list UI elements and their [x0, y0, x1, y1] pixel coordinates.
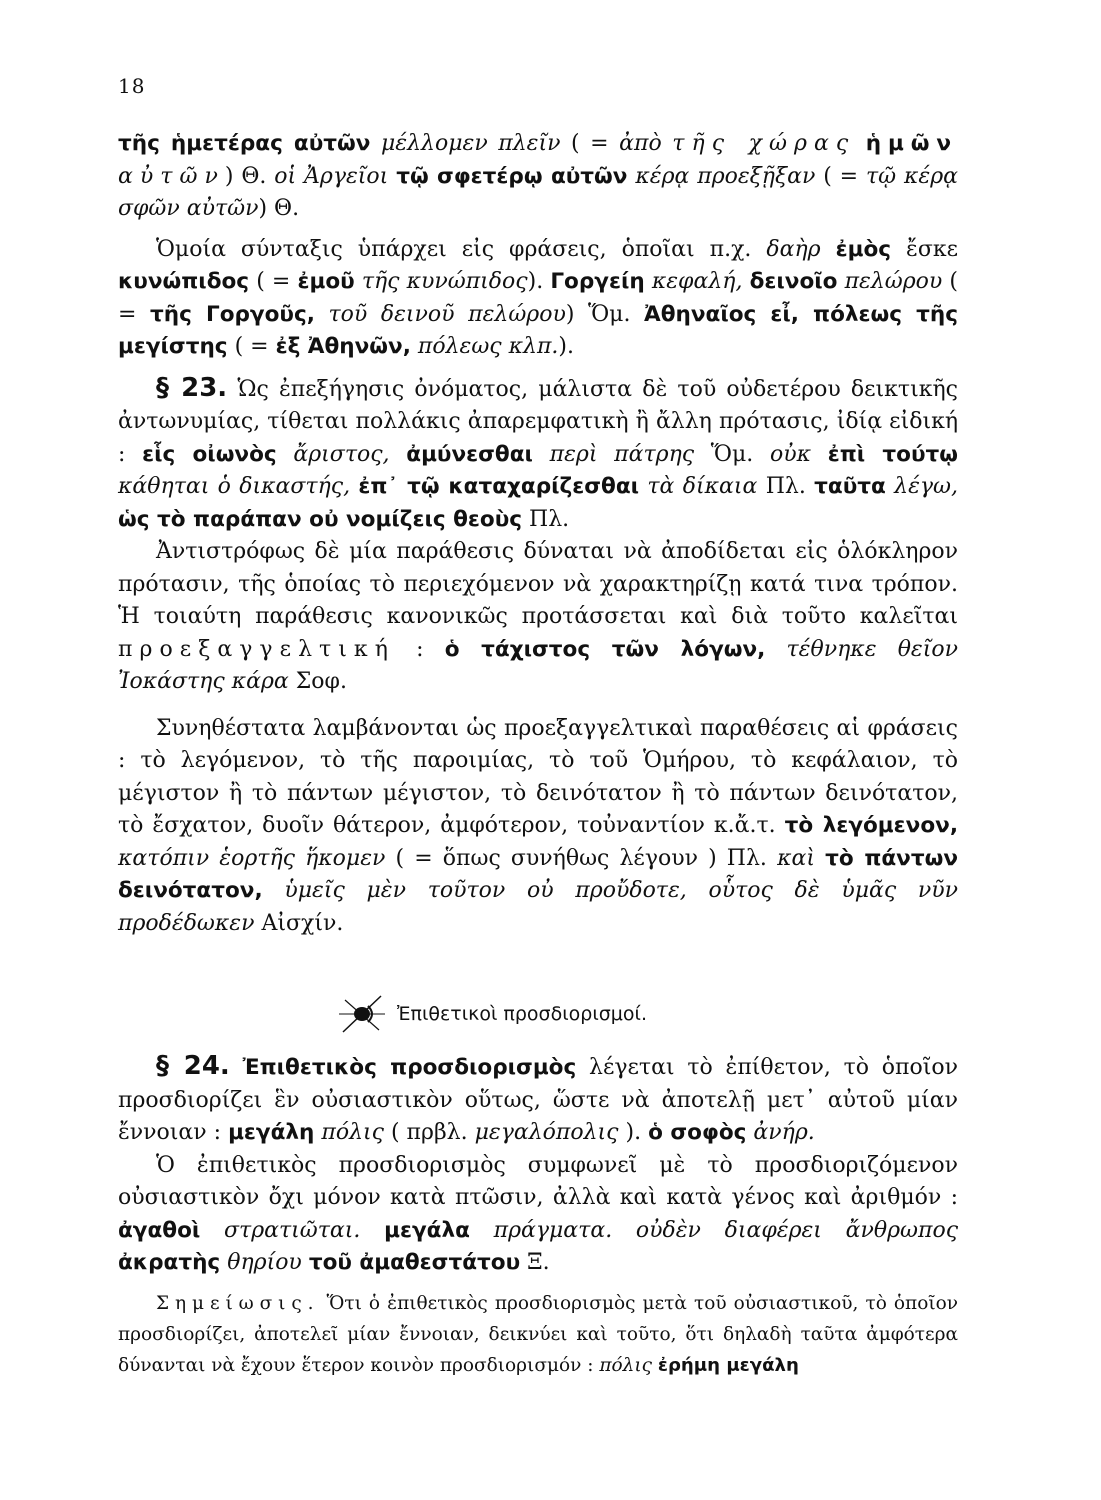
p2-run-9: τῆς κυνώπιδος: [361, 269, 528, 294]
p5-run-9: ὑμεῖς μὲν τοῦτον οὐ προὔδοτε, οὗτος δὲ ὑμᾶς νῦν προδέδωκεν: [118, 878, 958, 936]
paragraph-note: Σημείωσις. Ὅτι ὁ ἐπιθετικὸς προσδιορισμὸς μετὰ τοῦ οὐσιαστικοῦ, τὸ ὁποῖον προσδιορίζει, ἀποτελεῖ μίαν ἔννοιαν, δεικνύει καὶ τοῦτο, ὅτι δηλαδὴ ταῦτα ἀμφότερα δύνανται νὰ ἔχουν ἕτερον κοινὸν προσδιορισμόν : πόλις ἐρήμη μεγάλη: [118, 1292, 958, 1376]
p5-run-3: κατόπιν ἑορτῆς ἥκομεν: [118, 845, 386, 871]
p2-run-1: δαὴρ: [766, 236, 821, 262]
p3-run-8: περὶ πάτρης: [549, 441, 695, 467]
p6-run-0: § 24.: [156, 1051, 230, 1081]
p7-run-5: μεγάλα: [384, 1217, 470, 1243]
p1-run-4: ἀπὸ: [619, 131, 662, 156]
p1-run-0: τῆς ἡμετέρας αὐτῶν: [118, 131, 371, 156]
p1-run-6: τῆς χώρας: [672, 131, 856, 156]
p6-run-12: ἀνήρ.: [753, 1120, 815, 1145]
p1-run-16: κέρᾳ προεξῇξαν: [635, 163, 816, 189]
p3-run-22: λέγω,: [894, 474, 958, 499]
page-number: 18: [118, 74, 146, 98]
p6-run-6: πόλις: [321, 1120, 384, 1145]
ink-blot-icon: [335, 992, 389, 1036]
p4-run-5: τέθνηκε θεῖον Ἰοκάστης κάρα: [118, 636, 958, 694]
p1-run-2: μέλλομεν πλεῖν: [380, 131, 561, 156]
subheading: [335, 992, 647, 1036]
p2-run-27: πόλεως κλπ.: [417, 334, 559, 359]
p7-run-11: θηρίου: [227, 1250, 302, 1275]
p2-run-13: κεφαλή,: [651, 269, 743, 294]
subheading-label: Ἐπιθετικοὶ προσδιορισμοί.: [397, 1003, 647, 1025]
paragraph-agreement: Ὁ ἐπιθετικὸς προσδιορισμὸς συμφωνεῖ μὲ τὸ προσδιοριζόμενον οὐσιαστικὸν ὄχι μόνον κατὰ πτῶσιν, ἀλλὰ καὶ κατὰ γένος καὶ ἀριθμόν : ἀγαθοὶ στρατιῶται. μεγάλα πράγματα. οὐδὲν διαφέρει ἄνθρωπος ἀκρατὴς θηρίου τοῦ ἀμαθεστάτου Ξ.: [118, 1152, 959, 1275]
paragraph-section-23: § 23. Ὡς ἐπεξήγησις ὀνόματος, μάλιστα δὲ τοῦ οὐδετέρου δεικτικῆς ἀντωνυμίας, τίθεται πολλάκις ἀπαρεμφατικὴ ἢ ἄλλη πρότασις, ἰδίᾳ εἰδική : εἷς οἰωνὸς ἄριστος, ἀμύνεσθαι περὶ πάτρης Ὅμ. οὐκ ἐπὶ τούτῳ κάθηται ὁ δικαστής, ἐπ᾽ τῷ καταχαρίζεσθαι τὰ δίκαια Πλ. ταῦτα λέγω, ὡς τὸ παράπαν οὐ νομίζεις θεοὺς Πλ.: [118, 372, 958, 532]
p6-run-8: μεγαλόπολις: [474, 1120, 619, 1145]
paragraph-similar-syntax: Ὁμοία σύνταξις ὑπάρχει εἰς φράσεις, ὁποῖαι π.χ. δαὴρ ἐμὸς ἔσκε κυνώπιδος ( = ἐμοῦ τῆς κυνώπιδος). Γοργείη κεφαλή, δεινοῖο πελώρου ( = τῆς Γοργοῦς, τοῦ δεινοῦ πελώρου) Ὅμ. Ἀθηναῖος εἶ, πόλεως τῆς μεγίστης ( = ἐξ Ἀθηνῶν, πόλεως κλπ.).: [118, 236, 959, 359]
p1-run-14: τῷ σφετέρῳ αὐτῶν: [396, 163, 628, 189]
p5-run-7: τὸ πάντων δεινότατον,: [118, 845, 958, 903]
p2-run-21: τοῦ δεινοῦ πελώρου: [328, 301, 566, 327]
p7-run-9: ἀκρατὴς: [118, 1250, 221, 1275]
p2-run-25: ἐξ Ἀθηνῶν,: [275, 334, 411, 359]
p3-run-4: ἄριστος,: [293, 441, 390, 467]
p2-run-23: Ἀθηναῖος εἶ, πόλεως τῆς μεγίστης: [118, 301, 958, 359]
p2-run-15: δεινοῖο: [749, 269, 838, 294]
p3-run-18: τὰ δίκαια: [647, 474, 758, 499]
p6-run-2: Ἐπιθετικὸς προσδιορισμὸς: [242, 1055, 577, 1080]
p2-run-7: ἐμοῦ: [297, 269, 355, 294]
paragraph-antistrophos: Ἀντιστρόφως δὲ μία παράθεσις δύναται νὰ ἀποδίδεται εἰς ὁλόκληρον πρότασιν, τῆς ὁποίας τὸ περιεχόμενον νὰ χαρακτηρίζῃ κατά τινα τρόπον. Ἡ τοιαύτη παράθεσις κανονικῶς προτάσσεται καὶ διὰ τοῦτο καλεῖται προεξαγγελτική : ὁ τάχιστος τῶν λόγων, τέθνηκε θεῖον Ἰοκάστης κάρα Σοφ.: [118, 539, 958, 694]
p3-run-14: κάθηται ὁ δικαστής,: [118, 474, 351, 499]
p1-run-12: οἱ Ἀργεῖοι: [274, 163, 389, 189]
p6-run-10: ὁ σοφὸς: [648, 1120, 747, 1145]
p7-run-3: στρατιῶται.: [224, 1217, 361, 1243]
p1-run-8: ἡμῶν: [865, 131, 958, 156]
p3-run-0: § 23.: [156, 372, 228, 403]
p5-run-1: τὸ λεγόμενον,: [784, 813, 958, 838]
p3-run-10: οὐκ: [770, 441, 812, 467]
p1-run-10: αὐτῶν: [118, 163, 225, 189]
p8-run-2: πόλις: [599, 1354, 652, 1376]
p2-run-5: κυνώπιδος: [118, 269, 250, 294]
paragraph-example-reflexive: τῆς ἡμετέρας αὐτῶν μέλλομεν πλεῖν ( = ἀπὸ τῆς χώρας ἡμῶν αὐτῶν) Θ. οἱ Ἀργεῖοι τῷ σφετέρῳ αὐτῶν κέρᾳ προεξῇξαν ( = τῷ κέρᾳ σφῶν αὐτῶν) Θ.: [118, 131, 958, 221]
body-block-top: [118, 128, 958, 940]
p1-run-18: τῷ κέρᾳ σφῶν αὐτῶν: [118, 163, 958, 221]
p3-run-12: ἐπὶ τούτῳ: [827, 441, 958, 467]
p3-run-20: ταῦτα: [814, 474, 886, 499]
p6-run-4: μεγάλη: [228, 1120, 315, 1145]
p2-run-11: Γοργείη: [550, 269, 645, 294]
p2-run-3: ἐμὸς: [835, 236, 892, 262]
p4-run-3: ὁ τάχιστος τῶν λόγων,: [444, 636, 766, 662]
p7-run-13: τοῦ ἀμαθεστάτου: [308, 1250, 521, 1275]
paragraph-section-24: § 24. Ἐπιθετικὸς προσδιορισμὸς λέγεται τὸ ἐπίθετον, τὸ ὁποῖον προσδιορίζει ἓν οὐσιαστικὸν οὕτως, ὥστε νὰ ἀποτελῇ μετ᾽ αὐτοῦ μίαν ἔννοιαν : μεγάλη πόλις ( πρβλ. μεγαλόπολις ). ὁ σοφὸς ἀνήρ.: [118, 1051, 958, 1145]
p3-run-6: ἀμύνεσθαι: [406, 441, 533, 467]
p3-run-2: εἷς οἰωνὸς: [142, 441, 277, 467]
body-block-bottom: [118, 1050, 958, 1381]
p7-run-7: πράγματα. οὐδὲν διαφέρει ἄνθρωπος: [493, 1217, 959, 1243]
p5-run-5: καὶ: [777, 845, 815, 871]
p2-run-19: τῆς Γοργοῦς,: [150, 301, 315, 327]
p3-run-16: ἐπ᾽ τῷ καταχαρίζεσθαι: [358, 474, 640, 499]
p3-run-24: ὡς τὸ παράπαν οὐ νομίζεις θεοὺς: [118, 506, 523, 532]
p2-run-17: πελώρου: [844, 269, 943, 294]
p8-run-0: Σημείωσις.: [156, 1292, 320, 1314]
p4-run-1: προεξαγγελτική: [118, 636, 395, 662]
paragraph-synithestata: Συνηθέστατα λαμβάνονται ὡς προεξαγγελτικαὶ παραθέσεις αἱ φράσεις : τὸ λεγόμενον, τὸ τῆς παροιμίας, τὸ τοῦ Ὁμήρου, τὸ κεφάλαιον, τὸ μέγιστον ἢ τὸ πάντων μέγιστον, τὸ δεινότατον ἢ τὸ πάντων δεινότατον, τὸ ἔσχατον, δυοῖν θάτερον, ἀμφότερον, τοὐναντίον κ.ἄ.τ. τὸ λεγόμενον, κατόπιν ἑορτῆς ἥκομεν ( = ὅπως συνήθως λέγουν ) Πλ. καὶ τὸ πάντων δεινότατον, ὑμεῖς μὲν τοῦτον οὐ προὔδοτε, οὗτος δὲ ὑμᾶς νῦν προδέδωκεν Αἰσχίν.: [118, 715, 958, 936]
p7-run-1: ἀγαθοὶ: [118, 1217, 201, 1243]
p8-run-4: ἐρήμη μεγάλη: [657, 1354, 799, 1376]
